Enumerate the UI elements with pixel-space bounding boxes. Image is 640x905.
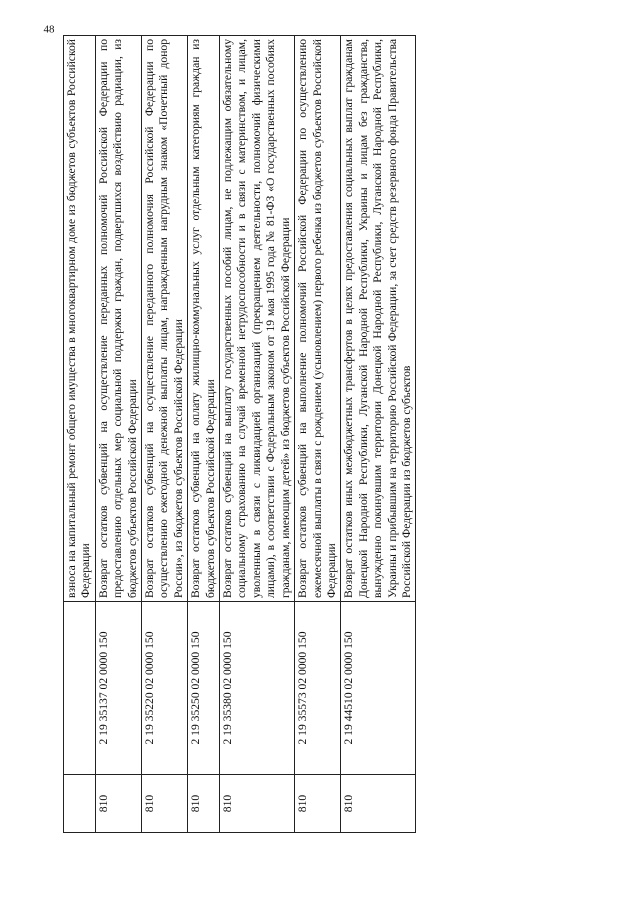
admin-code-cell: 810 (341, 775, 416, 833)
admin-code-cell: 810 (295, 775, 341, 833)
table-row (220, 36, 295, 833)
description-cell: Возврат остатков субвенций на выплату государственных пособий лицам, не подлежащим обязательному социальному страхованию на случай временной нетрудоспособности и в связи с материнством, и лицам, уволенным в связи с ликвидацией организаций (прекращением деятельности, полномочий физическими лицами), в соответствии с Федеральным законом от 19 мая 1995 года № 81-ФЗ «О государственных пособиях гражданам, имеющим детей» из бюджетов субъектов Российской Федерации (220, 36, 295, 602)
budget-code-cell (64, 602, 96, 775)
budget-codes-table (63, 35, 416, 833)
rotated-page-content (43, 23, 580, 833)
budget-code-cell: 2 19 35573 02 0000 150 (295, 602, 341, 775)
admin-code-cell (64, 775, 96, 833)
table-row (95, 36, 141, 833)
description-cell: Возврат остатков субвенций на осуществление переданного полномочия Российской Федерации по осуществлению ежегодной денежной выплаты лицам, награжденным нагрудным знаком «Почетный донор России», из бюджетов субъектов Российской Федерации (142, 36, 188, 602)
admin-code-cell: 810 (95, 775, 141, 833)
table-row (295, 36, 341, 833)
description-cell: взноса на капитальный ремонт общего имущества в многоквартирном доме из бюджетов субъектов Российской Федерации (64, 36, 96, 602)
admin-code-cell: 810 (188, 775, 220, 833)
table-row (188, 36, 220, 833)
table-row (341, 36, 416, 833)
description-cell: Возврат остатков субвенций на осуществление переданных полномочий Российской Федерации по предоставлению отдельных мер социальной поддержки граждан, подвергшихся воздействию радиации, из бюджетов субъектов Российской Федерации (95, 36, 141, 602)
budget-code-cell: 2 19 35380 02 0000 150 (220, 602, 295, 775)
budget-code-cell: 2 19 35220 02 0000 150 (142, 602, 188, 775)
page-number: 48 (43, 23, 55, 36)
table-row (142, 36, 188, 833)
admin-code-cell: 810 (220, 775, 295, 833)
description-cell: Возврат остатков субвенций на оплату жилищно-коммунальных услуг отдельным категориям граждан из бюджетов субъектов Российской Федерации (188, 36, 220, 602)
budget-code-cell: 2 19 44510 02 0000 150 (341, 602, 416, 775)
description-cell: Возврат остатков иных межбюджетных трансфертов в целях предоставления социальных выплат гражданам Донецкой Народной Республики, Луганской Народной Республики, Украины и лицам без гражданства, вынужденно покинувшим территории Донецкой Народной Республики, Луганской Народной Республики, Украины и прибывшим на территорию Российской Федерации, за счет средств резервного фонда Правительства Российской Федерации из бюджетов субъектов (341, 36, 416, 602)
budget-code-cell: 2 19 35137 02 0000 150 (95, 602, 141, 775)
description-cell: Возврат остатков субвенций на выполнение полномочий Российской Федерации по осуществлению ежемесячной выплаты в связи с рождением (усыновлением) первого ребенка из бюджетов субъектов Российской Федерации (295, 36, 341, 602)
budget-code-cell: 2 19 35250 02 0000 150 (188, 602, 220, 775)
table-row (64, 36, 96, 833)
admin-code-cell: 810 (142, 775, 188, 833)
